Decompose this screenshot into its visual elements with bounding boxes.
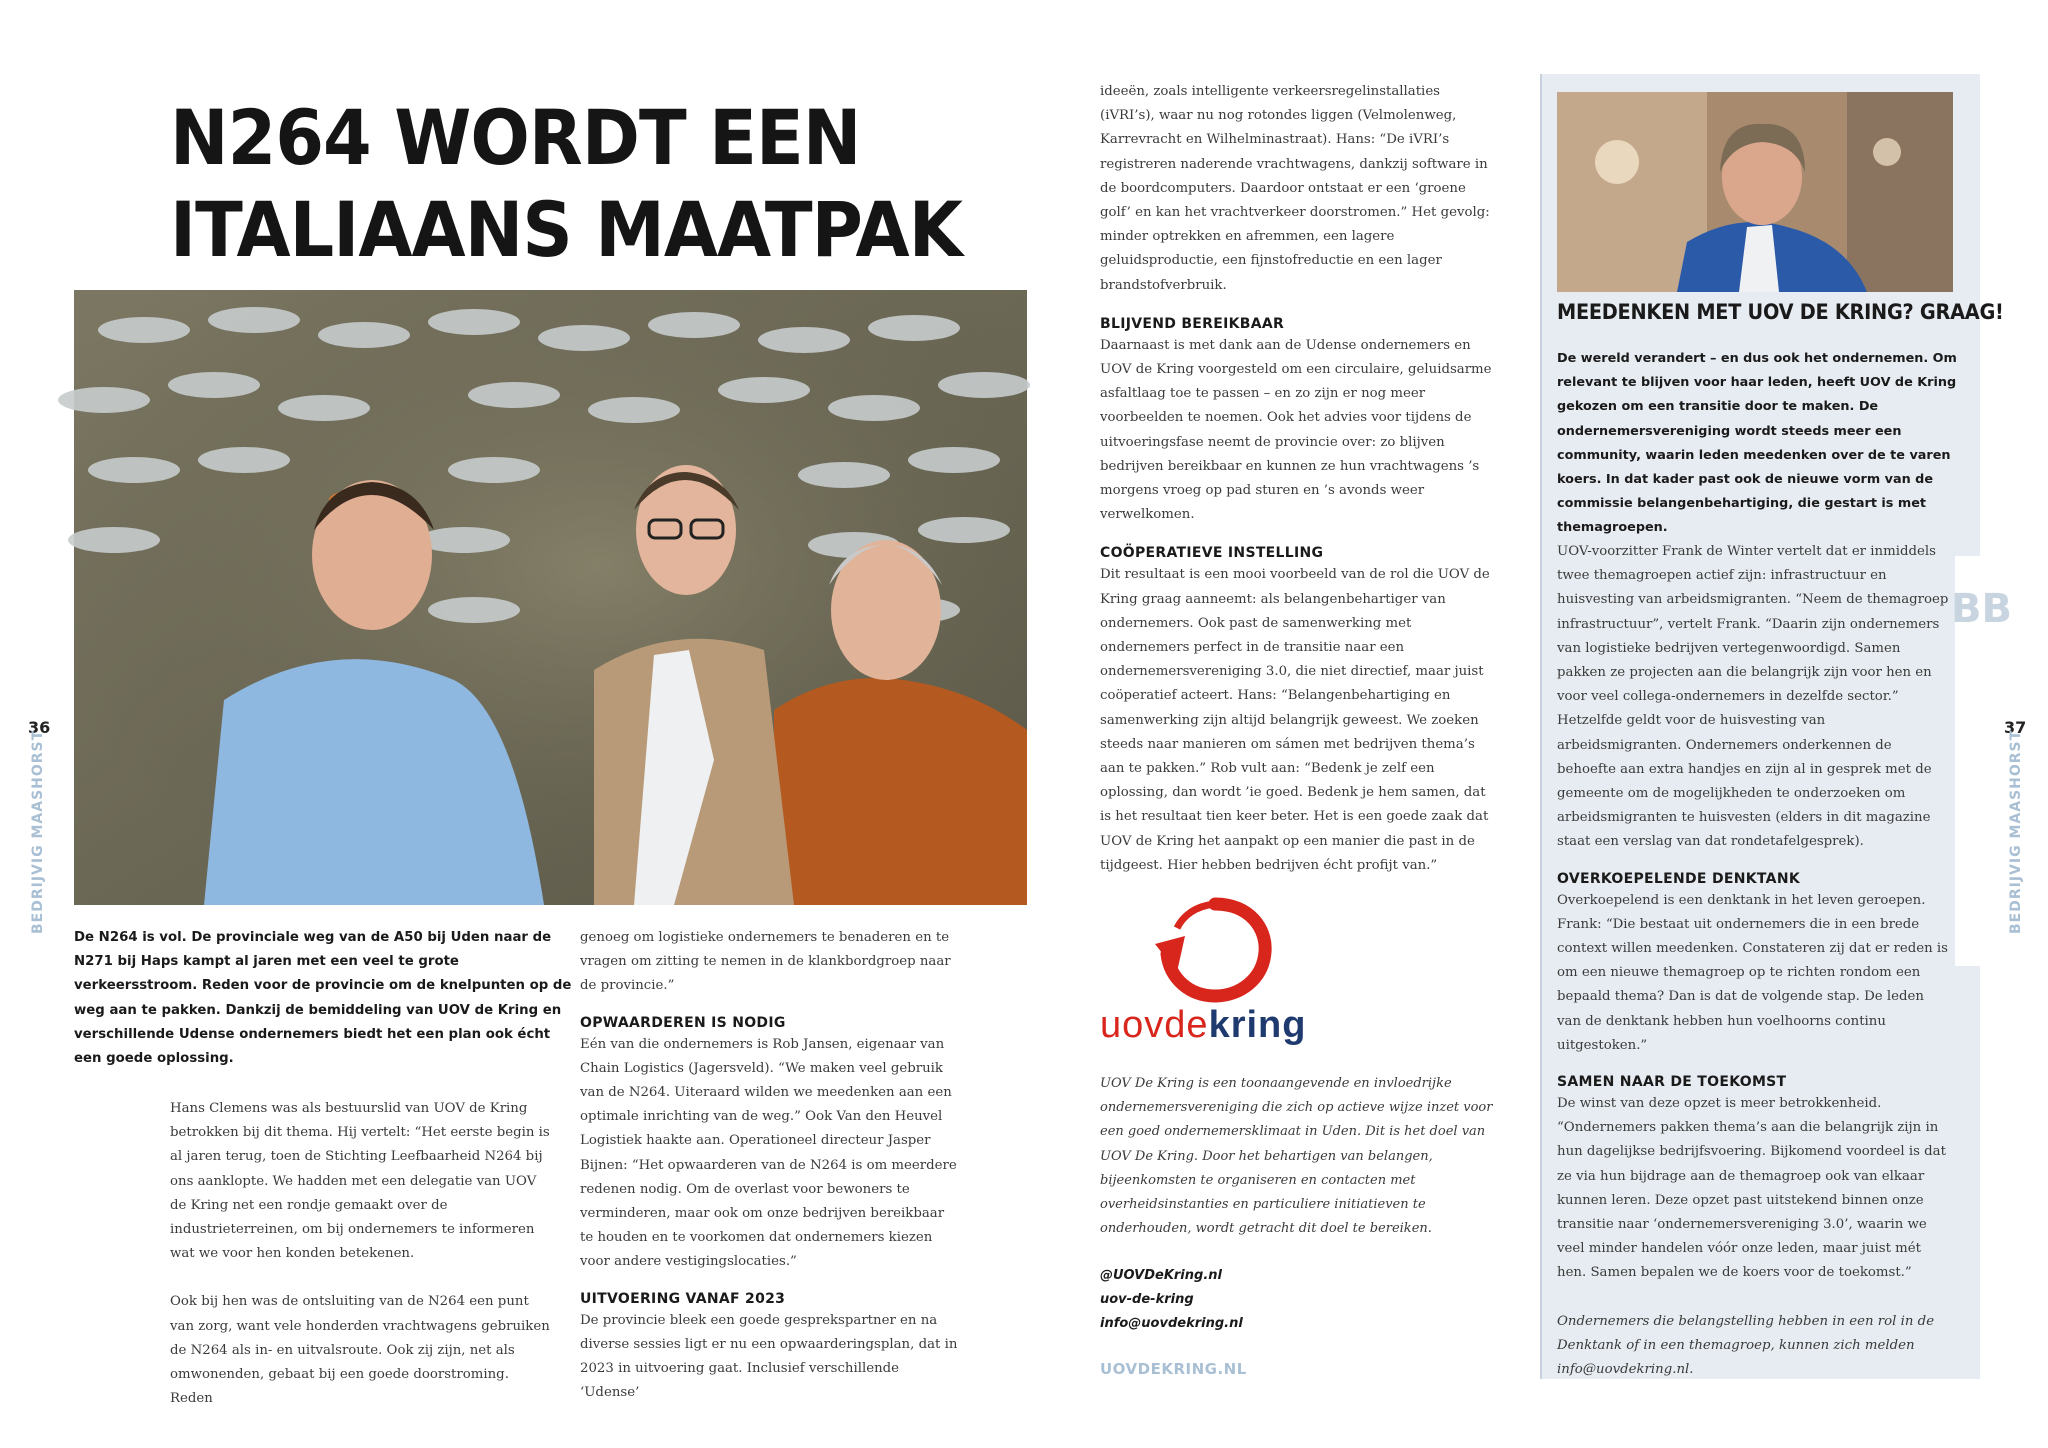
paragraph: genoeg om logistieke ondernemers te benaderen en te vragen om zitting te nemen in de klankbordgroep naar de provincie.”	[580, 930, 951, 994]
article-intro: De N264 is vol. De provinciale weg van de A50 bij Uden naar de N271 bij Haps kampt al jaren met een veel te grote verkeersstroom. Reden voor de provincie om de knelpunten op de weg aan te pakken. Dankzij de bemiddeling van UOV de Kring en verschillende Udense ondernemers biedt het een plan ook écht een goede oplossing.	[74, 930, 572, 1067]
section-heading-uitvoering: UITVOERING VANAF 2023	[580, 1290, 786, 1307]
logo-part-kring: kring	[1208, 1004, 1307, 1046]
article-title	[170, 92, 962, 276]
paragraph: Daarnaast is met dank aan de Udense ondernemers en UOV de Kring voorgesteld om een circulaire, geluidsarme asfaltlaag toe te passen – en zo zijn er nog meer voorbeelden te noemen. Ook het advies voor tijdens de uitvoeringsfase neemt de provincie over: zo blijven bedrijven bereikbaar en kunnen ze hun vrachtwagens ’s morgens vroeg op pad sturen en ’s avonds weer verwelkomen.	[1100, 337, 1492, 523]
section-heading-bereikbaar: BLIJVEND BEREIKBAAR	[1100, 315, 1285, 332]
tab-letters: BB	[1951, 586, 2012, 632]
page-number-right: 37	[2004, 718, 2027, 737]
group-photo	[74, 290, 1027, 905]
website-url[interactable]: UOVDEKRING.NL	[1100, 1360, 1247, 1378]
contact-facebook[interactable]: @UOVDeKring.nl	[1100, 1268, 1222, 1283]
magazine-name-right: BEDRIJVIG MAASHORST	[2008, 729, 2024, 934]
logo-part-de: de	[1164, 1004, 1209, 1046]
paragraph: De winst van deze opzet is meer betrokkenheid. “Ondernemers pakken thema’s aan die belangrijk zijn in hun dagelijkse bedrijfsvoering. Bijkomend voordeel is dat ze via hun bijdrage aan de themagroep ook van elkaar kunnen leren. Deze opzet past uitstekend binnen onze transitie naar ‘ondernemersvereniging 3.0’, waarin we veel minder handelen vóór onze leden, maar juist mét hen. Samen bepalen we de koers voor de toekomst.”	[1557, 1096, 1946, 1281]
sidebar-closing: Ondernemers die belangstelling hebben in een rol in de Denktank of in een themagroep, kunnen zich melden info@uovdekring.nl.	[1557, 1313, 1935, 1378]
page-tab	[1951, 556, 2012, 966]
sidebar-body	[1557, 540, 1949, 1382]
title-line-2: ITALIAANS MAATPAK	[170, 185, 962, 274]
section-heading-cooperatief: COÖPERATIEVE INSTELLING	[1100, 545, 1324, 562]
article-column-1	[170, 1097, 550, 1411]
sidebar-divider	[1540, 74, 1542, 1379]
paragraph: UOV-voorzitter Frank de Winter vertelt dat er inmiddels twee themagroepen actief zijn: infrastructuur en huisvesting van arbeidsmigranten. “Neem de themagroep infrastructuur”, vertelt Frank. “Daarin zijn ondernemers van logistieke bedrijven vertegenwoordigd. Samen pakken ze projecten aan die belangrijk zijn voor hen en voor veel collega-ondernemers in dezelfde sector.” Hetzelfde geldt voor de huisvesting van arbeidsmigranten. Ondernemers onderkennen de behoefte aan extra handjes en zijn al in gesprek met de gemeente om de mogelijkheden te onderzoeken om arbeidsmigranten te huisvesten (elders in dit magazine staat een verslag van dat rondetafelgesprek).	[1557, 544, 1949, 850]
paragraph: Dit resultaat is een mooi voorbeeld van de rol die UOV de Kring graag aanneemt: als belangenbehartiger van ondernemers. Ook past de samenwerking met ondernemers perfect in de transitie naar een ondernemersvereniging 3.0, die niet directief, maar juist coöperatief acteert. Hans: “Belangenbehartiging en samenwerking zijn altijd belangrijk geweest. We zoeken steeds naar manieren om sámen met bedrijven thema’s aan te pakken.” Rob vult aan: “Bedenk je zelf een oplossing, dan wordt ’ie goed. Bedenk je hem samen, dat is het resultaat tien keer beter. Het is een goede zaak dat UOV de Kring het aanpakt op een manier die past in de tijdgeest. Hier hebben bedrijven écht profijt van.”	[1100, 567, 1490, 873]
article-column-3	[1100, 80, 1492, 878]
section-heading-opwaarderen: OPWAARDEREN IS NODIG	[580, 1014, 786, 1031]
paragraph: De provincie bleek een goede gesprekspartner en na diverse sessies ligt er nu een opwaarderingsplan, dat in 2023 in uitvoering gaat. Inclusief verschillende ‘Udense’	[580, 1312, 958, 1401]
paragraph: Eén van die ondernemers is Rob Jansen, eigenaar van Chain Logistics (Jagersveld). “We maken veel gebruik van de N264. Uiteraard wilden we meedenken aan een optimale inrichting van de weg.” Ook Van den Heuvel Logistiek haakte aan. Operationeel directeur Jasper Bijnen: “Het opwaarderen van de N264 is om meerdere redenen nodig. Om de overlast voor bewoners te verminderen, maar ook om onze bedrijven bereikbaar te houden en te voorkomen dat ondernemers kiezen voor andere vestigingslocaties.”	[580, 1036, 957, 1270]
organization-caption: UOV De Kring is een toonaangevende en invloedrijke ondernemersvereniging die zich op actieve wijze inzet voor een goed ondernemersklimaat in Uden. Dit is het doel van UOV De Kring. Door het behartigen van belangen, bijeenkomsten te organiseren en contacten met overheidsinstanties en particuliere initiatieven te onderhouden, wordt getracht dit doel te bereiken.	[1100, 1076, 1493, 1237]
title-line-1: N264 WORDT EEN	[170, 93, 861, 182]
logo-part-uov: uov	[1100, 1004, 1165, 1046]
portrait-photo	[1557, 92, 1953, 292]
uov-logo-mark	[1155, 894, 1275, 1004]
contact-list	[1100, 1264, 1400, 1337]
article-column-2	[580, 926, 960, 1405]
contact-email[interactable]: info@uovdekring.nl	[1100, 1316, 1243, 1332]
uov-logo-wordmark	[1100, 1004, 1306, 1047]
contact-linkedin[interactable]: uov-de-kring	[1100, 1292, 1194, 1308]
page-number-left: 36	[28, 718, 51, 737]
paragraph: Overkoepelend is een denktank in het leven geroepen. Frank: “Die bestaat uit ondernemers die in een brede context willen meedenken. Constateren zij dat er reden is om een nieuwe themagroep op te richten rondom een bepaald thema? Dan is dat de volgende stap. De leden van de denktank hebben hun voelhoorns continu uitgestoken.”	[1557, 892, 1948, 1053]
section-heading-toekomst: SAMEN NAAR DE TOEKOMST	[1557, 1074, 1787, 1091]
sidebar-heading: MEEDENKEN MET UOV DE KRING? GRAAG!	[1557, 300, 2004, 324]
sidebar-intro: De wereld verandert – en dus ook het ondernemen. Om relevant te blijven voor haar leden, heeft UOV de Kring gekozen om een transitie door te maken. De ondernemersvereniging wordt steeds meer een community, waarin leden meedenken over de te varen koers. In dat kader past ook de nieuwe vorm van de commissie belangenbehartiging, die gestart is met themagroepen.	[1557, 351, 1957, 536]
paragraph: Ook bij hen was de ontsluiting van de N264 een punt van zorg, want vele honderden vrachtwagens gebruiken de N264 als in- en uitvalsroute. Ook zij zijn, net als omwonenden, gebaat bij een goede doorstroming. Reden	[170, 1294, 550, 1407]
paragraph: Hans Clemens was als bestuurslid van UOV de Kring betrokken bij dit thema. Hij vertelt: “Het eerste begin is al jaren terug, toen de Stichting Leefbaarheid N264 bij ons aanklopte. We hadden met een delegatie van UOV de Kring net een rondje gemaakt over de industrieterreinen, om bij ondernemers te informeren wat we voor hen konden betekenen.	[170, 1101, 550, 1262]
section-heading-denktank: OVERKOEPELENDE DENKTANK	[1557, 870, 1800, 887]
paragraph: ideeën, zoals intelligente verkeersregelinstallaties (iVRI’s), waar nu nog rotondes liggen (Velmolenweg, Karrevracht en Wilhelminastraat). Hans: “De iVRI’s registreren naderende vrachtwagens, dankzij software in de boordcomputers. Daardoor ontstaat er een ‘groene golf’ en kan het vrachtverkeer doorstromen.” Het gevolg: minder optrekken en afremmen, een lagere geluidsproductie, een fijnstofreductie en een lager brandstofverbruik.	[1100, 84, 1490, 293]
magazine-name-left: BEDRIJVIG MAASHORST	[30, 729, 46, 934]
